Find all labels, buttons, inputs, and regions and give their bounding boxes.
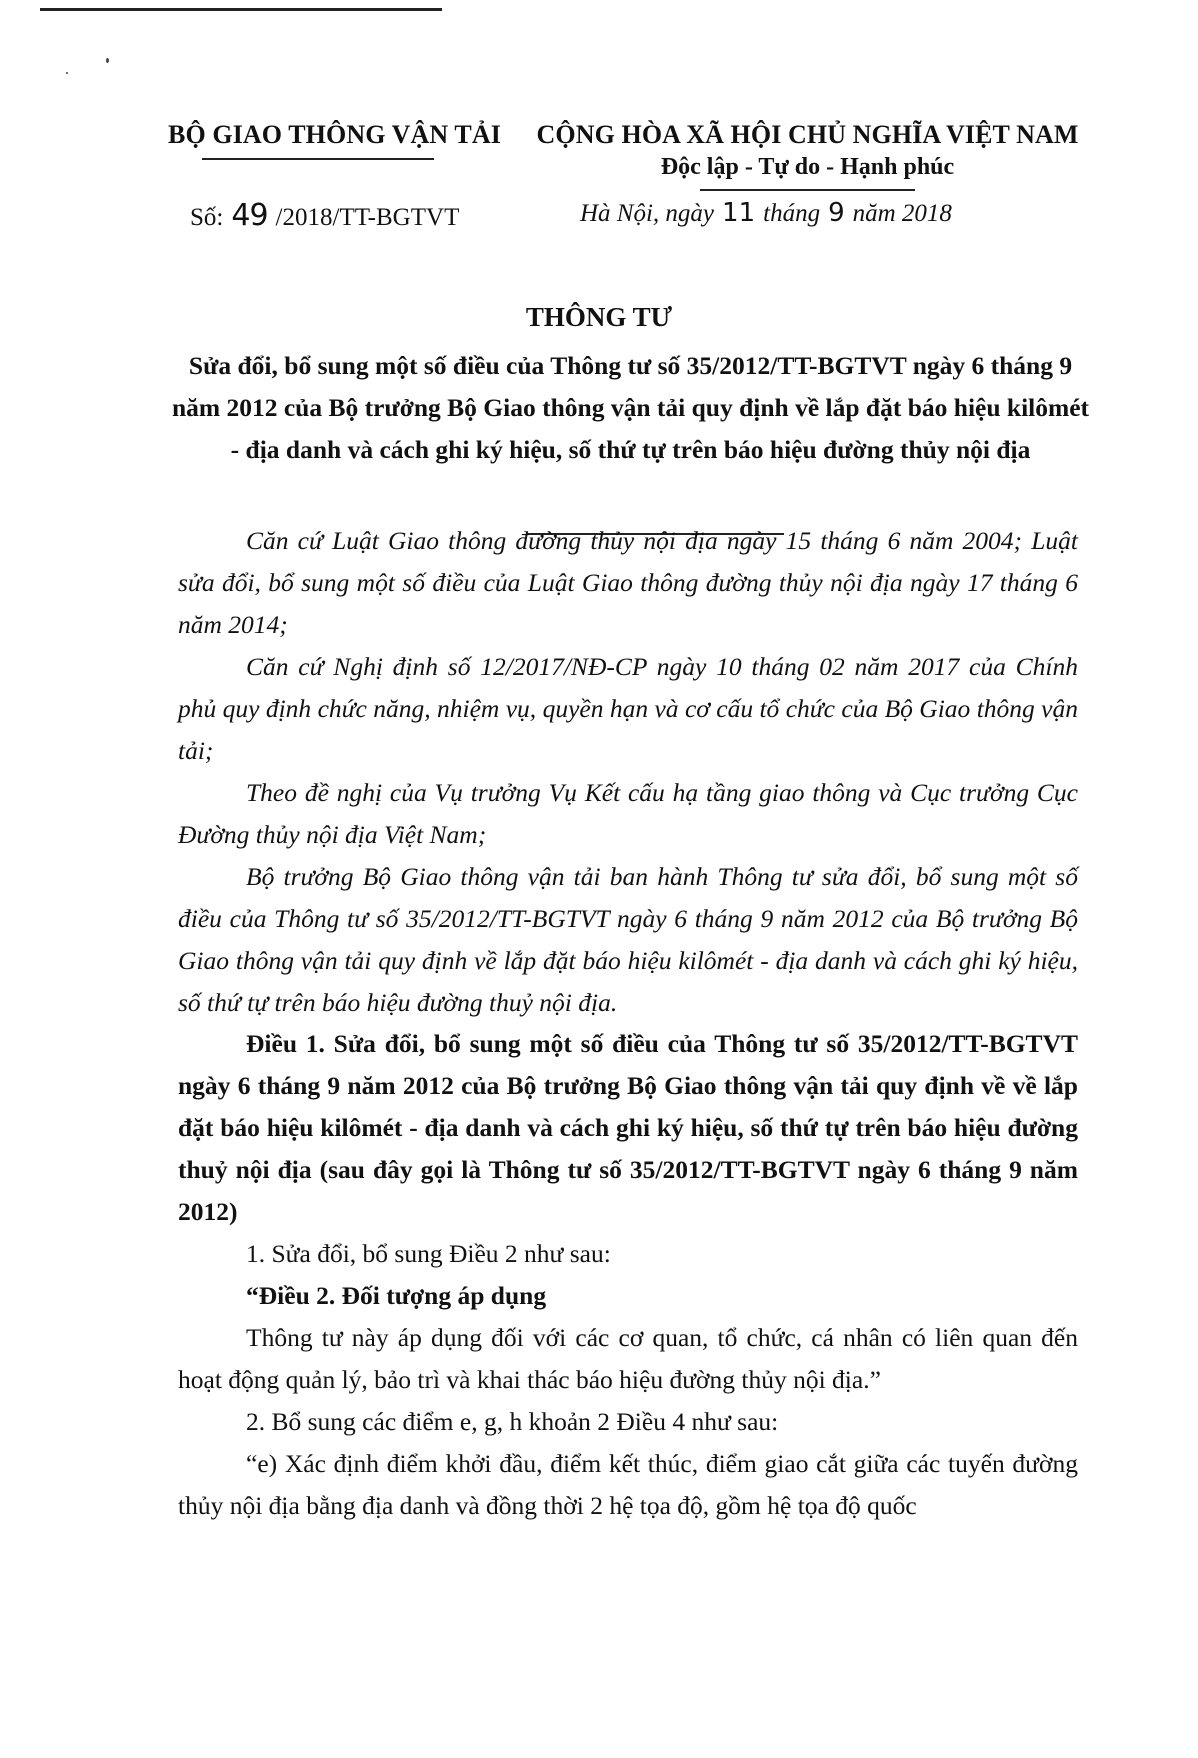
article-2-heading: “Điều 2. Đối tượng áp dụng <box>246 1281 547 1310</box>
scan-speck <box>66 72 68 74</box>
document-date <box>580 198 952 228</box>
article-1-item-2: 2. Bổ sung các điểm e, g, h khoản 2 Điều 4 như sau: <box>246 1407 779 1436</box>
handwritten-day: 11 <box>722 198 756 228</box>
article-1-heading: Điều 1. Sửa đổi, bổ sung một số điều của Thông tư số 35/2012/TT-BGTVT ngày 6 tháng 9 năm 2012 của Bộ trưởng Bộ Giao thông vận tải quy định về về lắp đặt báo hiệu kilômét - địa danh và cách ghi ký hiệu, số thứ tự trên báo hiệu đường thuỷ nội địa (sau đây gọi là Thông tư số 35/2012/TT-BGTVT ngày 6 tháng 9 năm 2012) <box>178 1029 1078 1226</box>
date-place: Hà Nội, ngày <box>580 200 715 227</box>
article-1 <box>178 1023 1078 1527</box>
article-2-text: Thông tư này áp dụng đối với các cơ quan, tổ chức, cá nhân có liên quan đến hoạt động quản lý, bảo trì và khai thác báo hiệu đường thủy nội địa.” <box>178 1323 1078 1394</box>
number-suffix: /2018/TT-BGTVT <box>275 204 460 231</box>
ministry-name: BỘ GIAO THÔNG VẬN TẢI <box>168 120 501 149</box>
national-motto: Độc lập - Tự do - Hạnh phúc <box>660 154 955 180</box>
document-number <box>190 198 459 233</box>
article-1-item-1: 1. Sửa đổi, bổ sung Điều 2 như sau: <box>246 1239 611 1268</box>
date-year: năm 2018 <box>852 200 952 227</box>
motto-underline <box>700 189 915 191</box>
date-month-label: tháng <box>763 200 821 227</box>
preamble-paragraph: Căn cứ Nghị định số 12/2017/NĐ-CP ngày 10 tháng 02 năm 2017 của Chính phủ quy định chức năng, nhiệm vụ, quyền hạn và cơ cấu tổ chức của Bộ Giao thông vận tải; <box>178 652 1078 765</box>
top-rule <box>40 8 442 11</box>
document-subject: Sửa đổi, bổ sung một số điều của Thông tư số 35/2012/TT-BGTVT ngày 6 tháng 9 năm 2012 của Bộ trưởng Bộ Giao thông vận tải quy định về lắp đặt báo hiệu kilômét - địa danh và cách ghi ký hiệu, số thứ tự trên báo hiệu đường thủy nội địa <box>171 351 1090 464</box>
handwritten-month: 9 <box>828 198 845 228</box>
country-name: CỘNG HÒA XÃ HỘI CHỦ NGHĨA VIỆT NAM <box>536 120 1079 149</box>
preamble <box>178 520 1078 1024</box>
preamble-paragraph: Căn cứ Luật Giao thông đường thủy nội địa ngày 15 tháng 6 năm 2004; Luật sửa đổi, bổ sung một số điều của Luật Giao thông đường thủy nội địa ngày 17 tháng 6 năm 2014; <box>178 526 1078 639</box>
ministry-underline <box>202 158 434 160</box>
national-header <box>520 120 1095 191</box>
ministry-header <box>168 120 501 160</box>
number-prefix: Số: <box>190 204 224 231</box>
document-type: THÔNG TƯ <box>525 302 673 332</box>
preamble-paragraph: Bộ trưởng Bộ Giao thông vận tải ban hành Thông tư sửa đổi, bổ sung một số điều của Thông tư số 35/2012/TT-BGTVT ngày 6 tháng 9 năm 2012 của Bộ trưởng Bộ Giao thông vận tải quy định về lắp đặt báo hiệu kilômét - địa danh và cách ghi ký hiệu, số thứ tự trên báo hiệu đường thuỷ nội địa. <box>178 862 1078 1017</box>
handwritten-number: 49 <box>231 198 268 233</box>
scan-speck <box>106 58 109 63</box>
point-e-text: “e) Xác định điểm khởi đầu, điểm kết thúc, điểm giao cắt giữa các tuyến đường thủy nội địa bằng địa danh và đồng thời 2 hệ tọa độ, gồm hệ tọa độ quốc <box>178 1449 1078 1520</box>
preamble-paragraph: Theo đề nghị của Vụ trưởng Vụ Kết cấu hạ tầng giao thông và Cục trưởng Cục Đường thủy nội địa Việt Nam; <box>178 778 1078 849</box>
